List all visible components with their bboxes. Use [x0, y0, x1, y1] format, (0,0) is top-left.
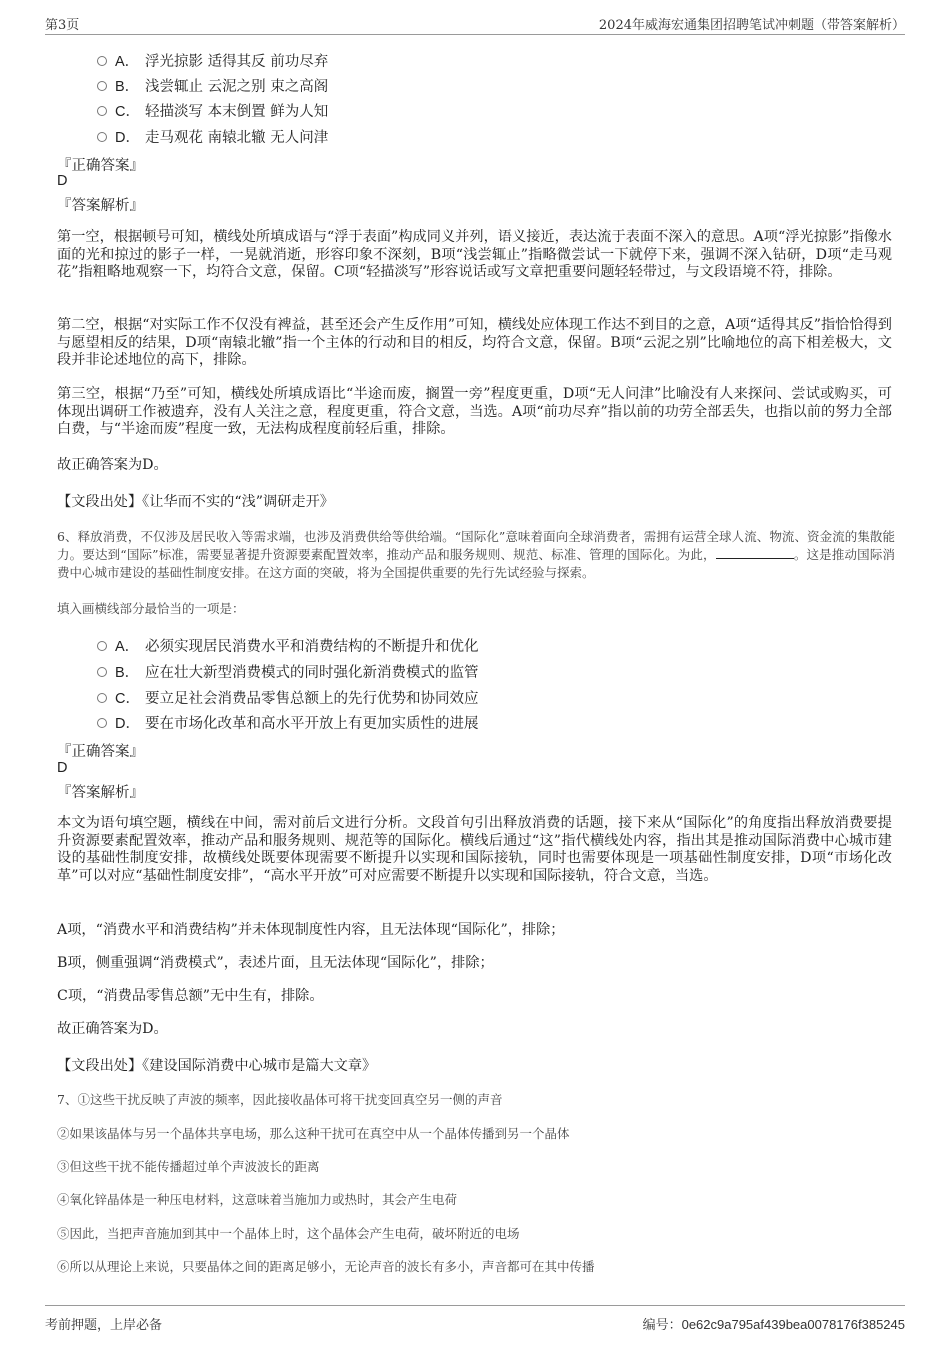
fill-blank: [716, 547, 794, 559]
page-number: 第3页: [45, 18, 80, 33]
radio-icon[interactable]: [97, 132, 107, 142]
q6-analysis-b: B项，侧重强调“消费模式”，表述片面，且无法体现“国际化”，排除；: [57, 955, 494, 971]
q6-analysis-c: C项，“消费品零售总额”无中生有，排除。: [57, 988, 324, 1004]
q7-item-2: ②如果该晶体与另一个晶体共享电场，那么这种干扰可在真空中从一个晶体传播到另一个晶体: [57, 1126, 570, 1141]
q7-item-4: ④氧化锌晶体是一种压电材料，这意味着当施加力或热时，其会产生电荷: [57, 1192, 458, 1207]
page-footer: [45, 1305, 905, 1332]
q5-option-d[interactable]: D． 走马观花 南辕北辙 无人问津: [97, 126, 328, 146]
q6-analysis-para-1: 本文为语句填空题，横线在中间，需对前后文进行分析。文段首句引出释放消费的话题，接下来从“国际化”的角度指出释放消费要提升资源要素配置效率，推动产品和服务规则、规范等的国际化。横线后通过“这”指代横线处内容，指出其是推动国际消费中心城市建设的基础性制度安排，故横线处既要体现需要不断提升以实现和国际接轨，同时也需要体现是一项基础性制度安排，D项“市场化改革”可以对应“基础性制度安排”，“高水平开放”可对应需要不断提升以实现和国际接轨，符合文意，当选。: [57, 815, 892, 884]
q7-item-1: 7、①这些干扰反映了声波的频率，因此接收晶体可将干扰变回真空另一侧的声音: [57, 1092, 503, 1107]
q6-analysis-a: A项，“消费水平和消费结构”并未体现制度性内容，且无法体现“国际化”，排除；: [57, 922, 565, 938]
q6-source: 【文段出处】《建设国际消费中心城市是篇大文章》: [57, 1058, 377, 1074]
q6-analysis-label: 『答案解析』: [57, 785, 144, 801]
q6-answer-label: 『正确答案』: [57, 744, 144, 760]
radio-icon[interactable]: [97, 641, 107, 651]
q5-answer: D: [57, 173, 68, 189]
q5-option-a[interactable]: A． 浮光掠影 适得其反 前功尽弃: [97, 50, 328, 70]
radio-icon[interactable]: [97, 56, 107, 66]
q5-option-b[interactable]: B． 浅尝辄止 云泥之别 束之高阁: [97, 75, 328, 95]
q6-answer: D: [57, 760, 68, 776]
q5-option-c[interactable]: C． 轻描淡写 本末倒置 鲜为人知: [97, 100, 328, 120]
q5-analysis-para-2: 第二空，根据“对实际工作不仅没有裨益，甚至还会产生反作用”可知，横线处应体现工作达不到目的之意，A项“适得其反”指恰恰得到与愿望相反的结果，D项“南辕北辙”指一个主体的行动和目的相反，均符合文意，保留。B项“云泥之别”比喻地位的高下相差极大，文段并非论述地位的高下，排除。: [57, 317, 892, 368]
q5-analysis-label: 『答案解析』: [57, 198, 144, 214]
q7-item-5: ⑤因此，当把声音施加到其中一个晶体上时，这个晶体会产生电荷，破坏附近的电场: [57, 1226, 520, 1241]
q6-stem: 6、释放消费，不仅涉及居民收入等需求端，也涉及消费供给等供给端。“国际化”意味着面向全球消费者，需拥有运营全球人流、物流、资金流的集散能力。要达到“国际”标准，需要显著提升资源要素配置效率，推动产品和服务规则、规范、标准、管理的国际化。为此， 。这是推动国际消费中心城市建设的基础性制度安排。在这方面的突破，将为全国提供重要的先行先试经验与探索。: [57, 529, 895, 580]
q6-conclusion: 故正确答案为D。: [57, 1021, 168, 1037]
q5-conclusion: 故正确答案为D。: [57, 457, 168, 473]
q6-option-d[interactable]: D． 要在市场化改革和高水平开放上有更加实质性的进展: [97, 712, 479, 732]
q6-prompt: 填入画横线部分最恰当的一项是：: [57, 601, 245, 616]
page-header: [45, 14, 905, 35]
radio-icon[interactable]: [97, 667, 107, 677]
radio-icon[interactable]: [97, 81, 107, 91]
footer-slogan: 考前押题，上岸必备: [45, 1318, 163, 1333]
document-title: 2024年威海宏通集团招聘笔试冲刺题（带答案解析）: [598, 18, 905, 33]
q5-analysis-para-1: 第一空，根据顿号可知，横线处所填成语与“浮于表面”构成同义并列，语义接近，表达流于表面不深入的意思。A项“浮光掠影”指像水面的光和掠过的影子一样，一晃就消逝，形容印象不深刻，B项“浅尝辄止”指略微尝试一下就停下来，强调不深入钻研，D项“走马观花”指粗略地观察一下，均符合文意，保留。C项“轻描淡写”形容说话或写文章把重要问题轻轻带过，与文段语境不符，排除。: [57, 229, 892, 280]
q5-source: 【文段出处】《让华而不实的“浅”调研走开》: [57, 494, 334, 510]
q6-option-c[interactable]: C． 要立足社会消费品零售总额上的先行优势和协同效应: [97, 687, 479, 707]
q7-item-3: ③但这些干扰不能传播超过单个声波波长的距离: [57, 1159, 320, 1174]
radio-icon[interactable]: [97, 106, 107, 116]
radio-icon[interactable]: [97, 718, 107, 728]
q5-analysis-para-3: 第三空，根据“乃至”可知，横线处所填成语比“半途而废，搁置一旁”程度更重，D项“无人问津”比喻没有人来探问、尝试或购买，可体现出调研工作被遗弃，没有人关注之意，程度更重，符合文意，当选。A项“前功尽弃”指以前的功劳全部丢失，也指以前的努力全部白费，与“半途而废”程度一致，无法构成程度前轻后重，排除。: [57, 386, 892, 437]
radio-icon[interactable]: [97, 693, 107, 703]
q6-option-a[interactable]: A． 必须实现居民消费水平和消费结构的不断提升和优化: [97, 635, 479, 655]
q5-answer-label: 『正确答案』: [57, 158, 144, 174]
q7-item-6: ⑥所以从理论上来说，只要晶体之间的距离足够小，无论声音的波长有多小，声音都可在其中传播: [57, 1259, 595, 1274]
q6-option-b[interactable]: B． 应在壮大新型消费模式的同时强化新消费模式的监管: [97, 661, 479, 681]
document-code: 编号：0e62c9a795af439bea0078176f385245: [642, 1317, 905, 1333]
